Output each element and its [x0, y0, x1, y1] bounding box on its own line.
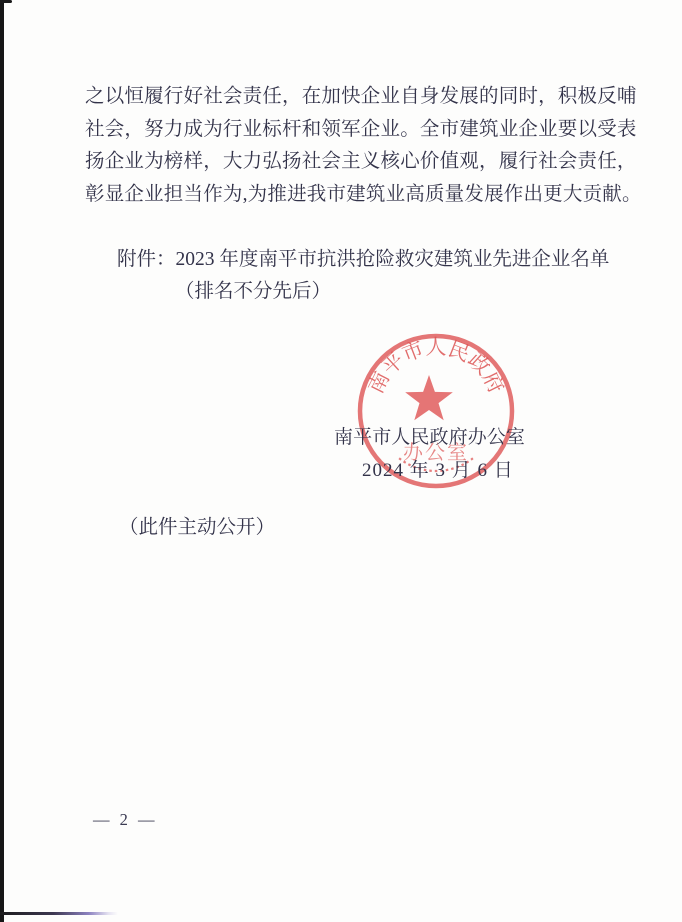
signature-organization: 南平市人民政府办公室 — [334, 427, 526, 448]
scan-edge-artifact-left — [0, 0, 4, 922]
body-paragraph — [85, 81, 642, 211]
scan-edge-artifact-bottom — [0, 912, 118, 915]
signature-date: 2024 年 3 月 6 日 — [362, 460, 514, 481]
scan-edge-artifact-top-left — [0, 0, 12, 3]
page-number: — 2 — — [93, 810, 158, 829]
seal-arc-text: 南平市人民政府 — [363, 335, 509, 398]
paragraph-line: 彰显企业担当作为,为推进我市建筑业高质量发展作出更大贡献。 — [85, 183, 642, 205]
seal-star-icon — [405, 375, 453, 420]
attachment-reference — [117, 244, 637, 308]
disclosure-note: （此件主动公开） — [119, 517, 276, 538]
attachment-note-line: （排名不分先后） — [175, 281, 332, 302]
attachment-title-line: 附件：2023 年度南平市抗洪抢险救灾建筑业先进企业名单 — [117, 249, 610, 270]
paragraph-line: 之以恒履行好社会责任，在加快企业自身发展的同时，积极反哺 — [85, 86, 637, 107]
seal-inner-text: 办公室 — [403, 442, 469, 464]
paragraph-line: 社会，努力成为行业标杆和领军企业。全市建筑业企业要以受表 — [85, 118, 637, 140]
paragraph-line: 扬企业为榜样，大力弘扬社会主义核心价值观，履行社会责任， — [85, 151, 637, 172]
